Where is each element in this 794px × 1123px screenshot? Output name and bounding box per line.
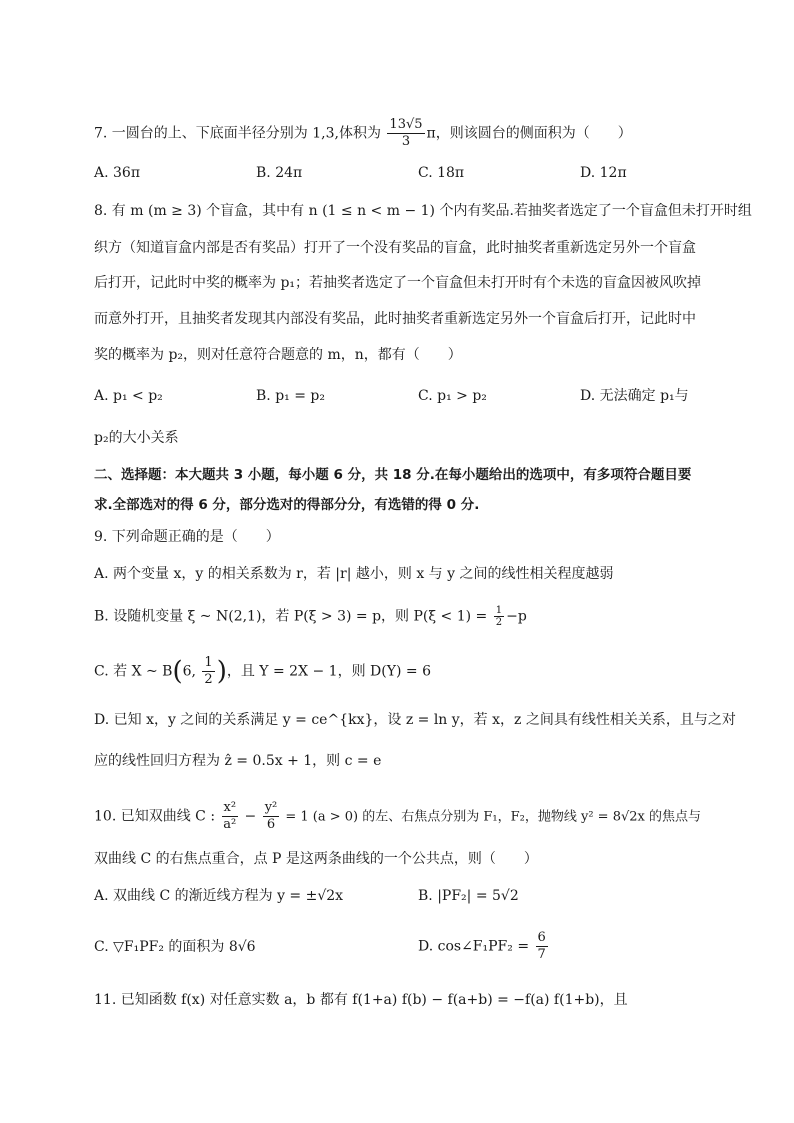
q7-stem-text: 7. 一圆台的上、下底面半径分别为 1,3,体积为 — [94, 125, 386, 142]
q10-option-a[interactable]: A. 双曲线 C 的渐近线方程为 y = ±√2x — [94, 888, 344, 904]
q8-line-5: 奖的概率为 p₂，则对任意符合题意的 m，n，都有（ ） — [94, 347, 462, 363]
q8-option-a[interactable]: A. p₁ < p₂ — [94, 388, 163, 404]
q10-stem-line-2: 双曲线 C 的右焦点重合，点 P 是这两条曲线的一个公共点，则（ ） — [94, 851, 538, 867]
q10-y-fraction: $\frac{\text{y²}}{6}$ — [264, 800, 278, 832]
q7-option-d[interactable]: D. 12π — [580, 165, 627, 181]
q8-option-c[interactable]: C. p₁ > p₂ — [418, 388, 487, 404]
q10-stem: 10. 已知双曲线 C : $\frac{\text{x²}}{\text{a²}}$ − $\frac{\text{y²}}{6}$ = 1 (a > 0) 的左、右焦点分别为 F₁，F₂，抛物线 y² = 8√2x 的焦点与 — [94, 800, 701, 832]
left-paren: ( — [172, 656, 183, 687]
section-2-heading-line-2: 求.全部选对的得 6 分，部分选对的得部分分，有选错的得 0 分. — [94, 497, 480, 513]
q10-option-b[interactable]: B. |PF₂| = 5√2 — [418, 888, 519, 904]
q9-option-c[interactable]: C. 若 X ~ B(6, $\frac{1}{2}$ )，且 Y = 2X − 1，则 D(Y) = 6 — [94, 655, 431, 687]
q8-line-1: 8. 有 m (m ≥ 3) 个盲盒，其中有 n (1 ≤ n < m − 1) 个内有奖品.若抽奖者选定了一个盲盒但未打开时组 — [94, 203, 752, 219]
q8-option-b[interactable]: B. p₁ = p₂ — [256, 388, 325, 404]
q7-option-a[interactable]: A. 36π — [94, 165, 141, 181]
q8-line-2: 织方（知道盲盒内部是否有奖品）打开了一个没有奖品的盲盒，此时抽奖者重新选定另外一个盲盒 — [94, 240, 696, 256]
section-2-heading-line-1: 二、选择题：本大题共 3 小题，每小题 6 分，共 18 分.在每小题给出的选项中，有多项符合题目要 — [94, 467, 692, 483]
q7-stem — [94, 117, 704, 150]
q8-line-3: 后打开，记此时中奖的概率为 p₁；若抽奖者选定了一个盲盒但未打开时有个未选的盲盒因被风吹掉 — [94, 275, 702, 291]
q10-option-c[interactable]: C. ▽F₁PF₂ 的面积为 8√6 — [94, 939, 256, 955]
q7-fraction: $\frac{13√5}{3}$ — [389, 117, 423, 149]
q9-b-fraction: $\frac{1}{2}$ — [495, 605, 503, 628]
q9-option-d-line-2: 应的线性回归方程为 ẑ = 0.5x + 1，则 c = e — [94, 753, 382, 769]
q8-option-d-continued: p₂的大小关系 — [94, 430, 179, 446]
q9-option-b[interactable]: B. 设随机变量 ξ ~ N(2,1)，若 P(ξ > 3) = p，则 P(ξ < 1) = $\frac{1}{2}$ −p — [94, 605, 527, 628]
q10-option-d[interactable]: D. cos∠F₁PF₂ = $\frac{6}{7}$ — [418, 930, 546, 962]
q9-stem: 9. 下列命题正确的是（ ） — [94, 529, 280, 545]
q8-line-4: 而意外打开，且抽奖者发现其内部没有奖品，此时抽奖者重新选定另外一个盲盒后打开，记此时中 — [94, 311, 696, 327]
q9-c-fraction: $\frac{1}{2}$ — [204, 655, 213, 687]
q8-option-d[interactable]: D. 无法确定 p₁与 — [580, 388, 689, 404]
q10-x-fraction: $\frac{\text{x²}}{\text{a²}}$ — [223, 800, 237, 832]
q9-option-d-line-1[interactable]: D. 已知 x，y 之间的关系满足 y = ce^{kx}，设 z = ln y，若 x，z 之间具有线性相关关系，且与之对 — [94, 712, 736, 728]
q11-stem: 11. 已知函数 f(x) 对任意实数 a，b 都有 f(1+a) f(b) − f(a+b) = −f(a) f(1+b)，且 — [94, 992, 628, 1008]
q9-option-a[interactable]: A. 两个变量 x，y 的相关系数为 r，若 |r| 越小，则 x 与 y 之间的线性相关程度越弱 — [94, 566, 614, 582]
q7-option-b[interactable]: B. 24π — [256, 165, 303, 181]
right-paren: ) — [216, 656, 227, 687]
q7-option-c[interactable]: C. 18π — [418, 165, 465, 181]
q10-d-fraction: $\frac{6}{7}$ — [537, 930, 546, 962]
q7-stem-tail: π，则该圆台的侧面积为（ ） — [426, 125, 632, 142]
